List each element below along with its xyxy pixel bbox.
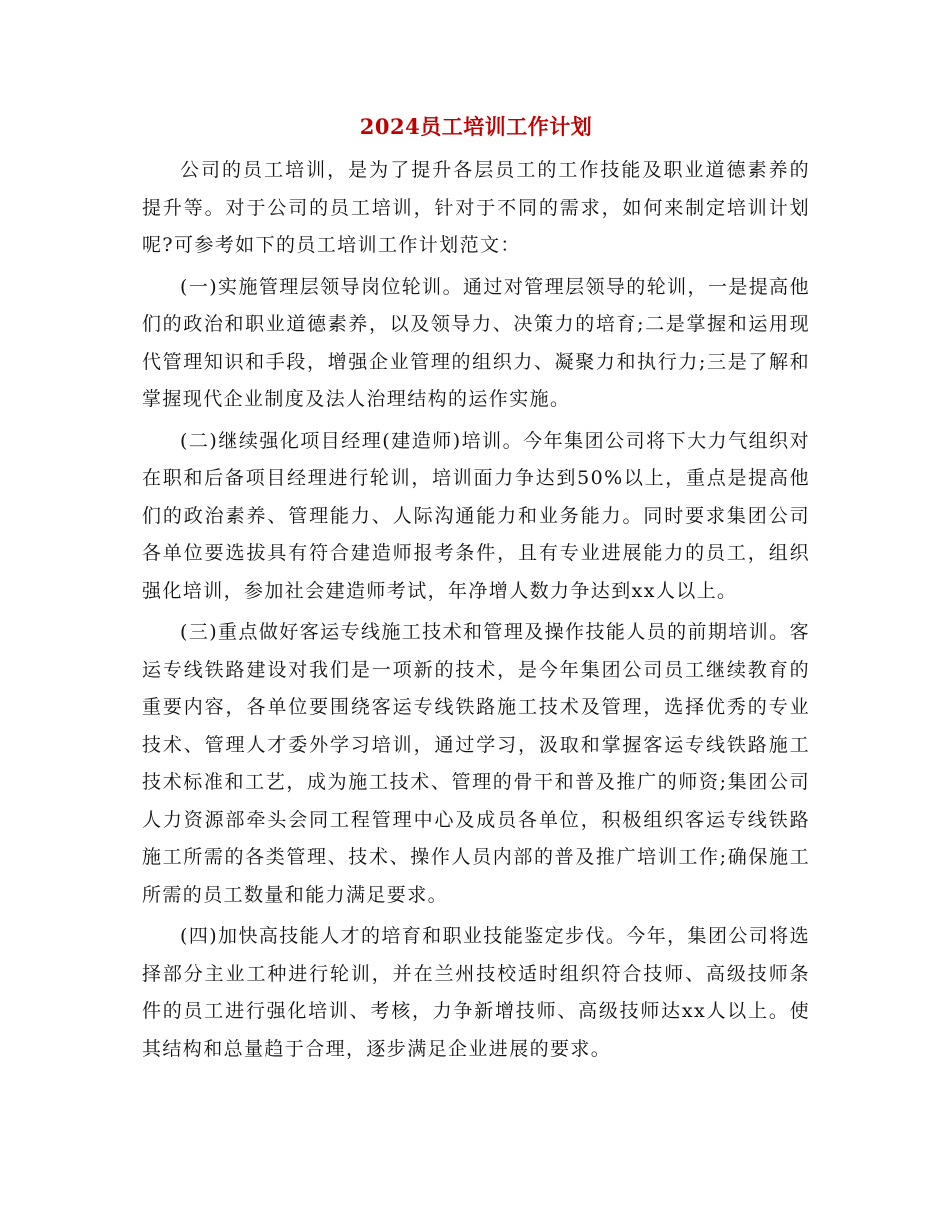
paragraph-section-3: (三)重点做好客运专线施工技术和管理及操作技能人员的前期培训。客运专线铁路建设对我们是一项新的技术，是今年集团公司员工继续教育的重要内容，各单位要围绕客运专线铁路施工技术及管理，选择优秀的专业技术、管理人才委外学习培训，通过学习，汲取和掌握客运专线铁路施工技术标准和工艺，成为施工技术、管理的骨干和普及推广的师资;集团公司人力资源部牵头会同工程管理中心及成员各单位，积极组织客运专线铁路施工所需的各类管理、技术、操作人员内部的普及推广培训工作;确保施工所需的员工数量和能力满足要求。 [142,621,810,906]
paragraph-section-4: (四)加快高技能人才的培育和职业技能鉴定步伐。今年，集团公司将选择部分主业工种进行轮训，并在兰州技校适时组织符合技师、高级技师条件的员工进行强化培训、考核，力争新增技师、高级技师达xx人以上。使其结构和总量趋于合理，逐步满足企业进展的要求。 [142,925,810,1060]
intro-paragraph: 公司的员工培训，是为了提升各层员工的工作技能及职业道德素养的提升等。对于公司的员工培训，针对于不同的需求，如何来制定培训计划呢?可参考如下的员工培训工作计划范文： [142,159,810,256]
paragraph-section-2: (二)继续强化项目经理(建造师)培训。今年集团公司将下大力气组织对在职和后备项目经理进行轮训，培训面力争达到50%以上，重点是提高他们的政治素养、管理能力、人际沟通能力和业务能力。同时要求集团公司各单位要选拔具有符合建造师报考条件，且有专业进展能力的员工，组织强化培训，参加社会建造师考试，年净增人数力争达到xx人以上。 [142,429,810,602]
paragraph-section-1: (一)实施管理层领导岗位轮训。通过对管理层领导的轮训，一是提高他们的政治和职业道德素养，以及领导力、决策力的培育;二是掌握和运用现代管理知识和手段，增强企业管理的组织力、凝聚力和执行力;三是了解和掌握现代企业制度及法人治理结构的运作实施。 [142,275,810,410]
document-title: 2024员工培训工作计划 [359,114,593,139]
document-page [142,112,810,1072]
